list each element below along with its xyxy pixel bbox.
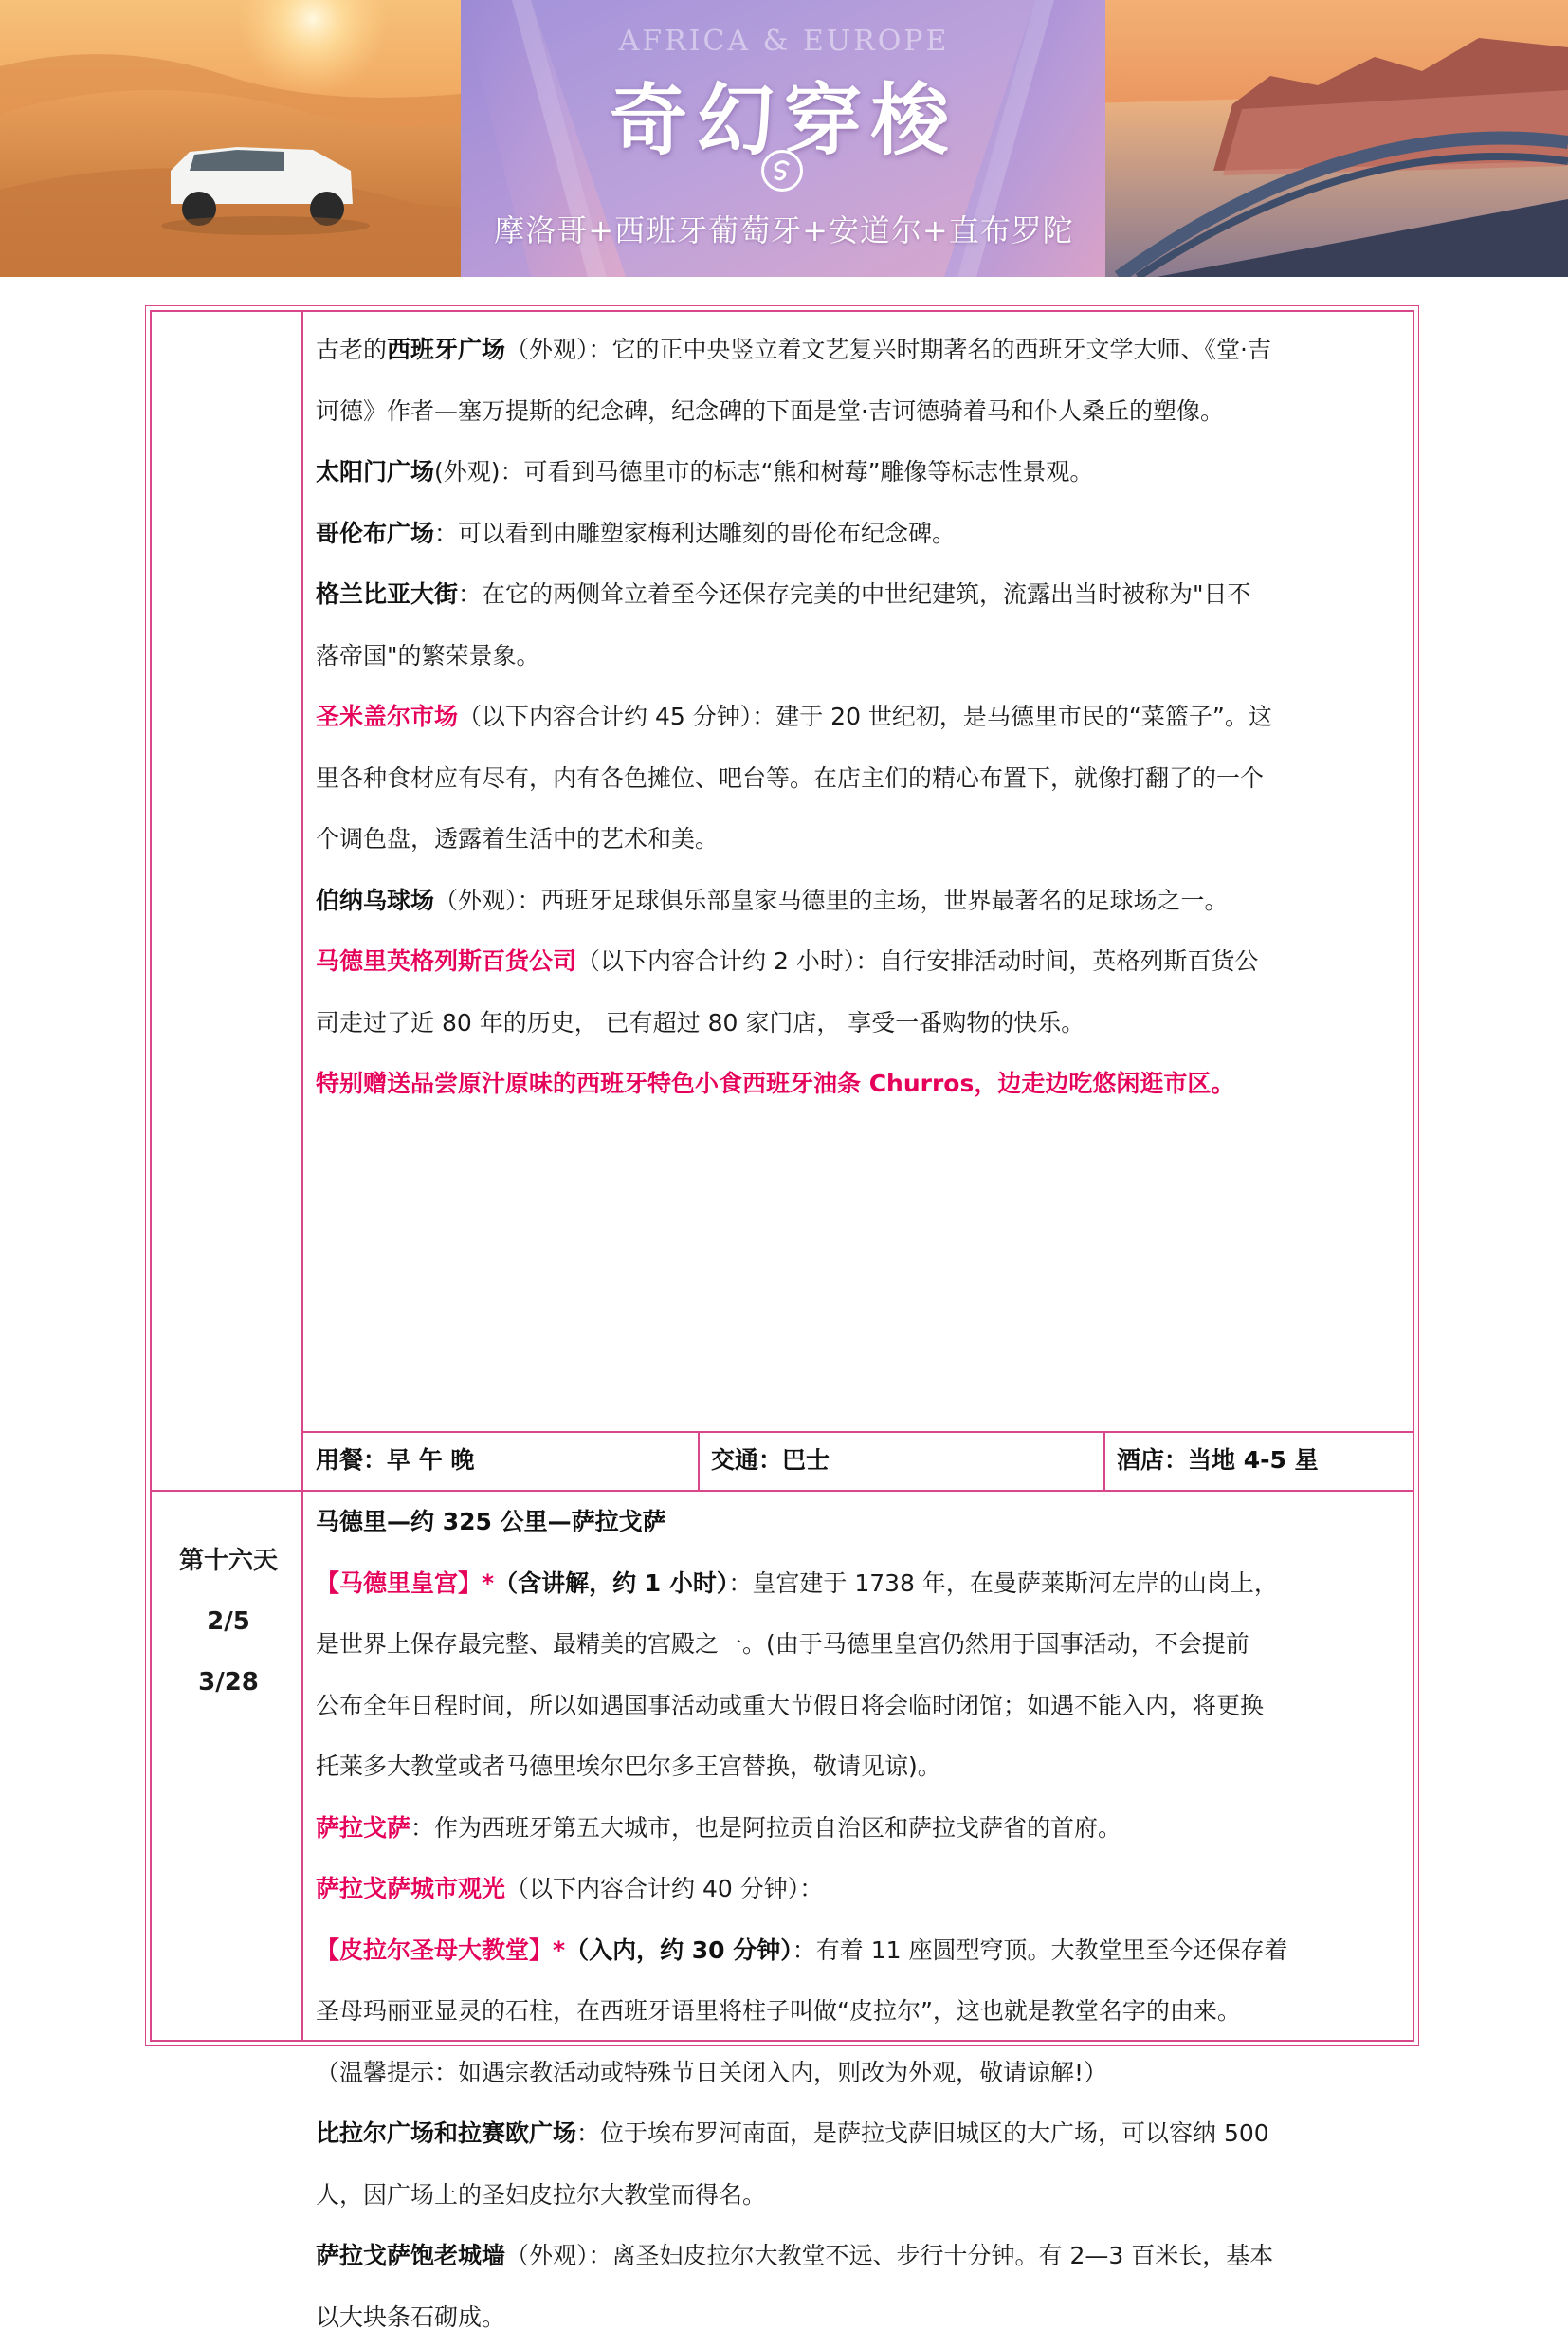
paragraph-line xyxy=(316,2165,1415,2227)
paragraph-line xyxy=(316,2103,1415,2165)
highlighted-text: （含讲解，约 1 小时） xyxy=(494,1569,728,1597)
day16-label-cell xyxy=(154,1531,303,1713)
body-text: （以下内容合计约 40 分钟）： xyxy=(505,1875,823,1902)
body-text: 里各种食材应有尽有，内有各色摊位、吧台等。在店主们的精心布置下，就像打翻了的一个 xyxy=(316,764,1264,792)
hotel-info: 酒店：当地 4-5 星 xyxy=(1117,1431,1319,1490)
brand-logo-icon xyxy=(761,150,803,192)
paragraph-line xyxy=(316,381,1415,443)
meals-info: 用餐：早 午 晚 xyxy=(316,1431,474,1490)
body-text: 以大块条石砌成。 xyxy=(316,2303,505,2331)
header-banner xyxy=(0,0,1568,277)
banner-title: 奇幻穿梭 xyxy=(0,59,1568,170)
paragraph-line xyxy=(316,626,1415,688)
day16-description xyxy=(316,1492,1415,2348)
highlighted-text: 萨拉戈萨饱老城墙 xyxy=(316,2242,505,2269)
body-text: 人，因广场上的圣妇皮拉尔大教堂而得名。 xyxy=(316,2181,766,2209)
paragraph-line xyxy=(316,1054,1415,1115)
highlighted-text: 哥伦布广场 xyxy=(316,520,434,547)
highlighted-text: 伯纳乌球场 xyxy=(316,887,434,914)
body-text: ：可以看到由雕塑家梅利达雕刻的哥伦布纪念碑。 xyxy=(434,520,956,547)
paragraph-line xyxy=(316,931,1415,993)
paragraph-line xyxy=(316,320,1415,381)
paragraph-line xyxy=(316,2043,1415,2104)
paragraph-line xyxy=(316,1614,1415,1676)
body-text: （以下内容合计约 45 分钟）：建于 20 世纪初，是马德里市民的“菜篮子”。这 xyxy=(458,703,1272,730)
body-text: 公布全年日程时间，所以如遇国事活动或重大节假日将会临时闭馆；如遇不能入内，将更换 xyxy=(316,1692,1264,1719)
body-text: (外观)：可看到马德里市的标志“熊和树莓”雕像等标志性景观。 xyxy=(434,458,1093,486)
highlighted-text: 马德里—约 325 公里—萨拉戈萨 xyxy=(316,1508,666,1535)
highlighted-text: 特别赠送品尝原汁原味的西班牙特色小食西班牙油条 Churros，边走边吃悠闲逛市区。 xyxy=(316,1070,1234,1097)
paragraph-line xyxy=(316,871,1415,932)
highlighted-text: 萨拉戈萨城市观光 xyxy=(316,1875,505,1902)
highlighted-text: 【皮拉尔圣母大教堂】* xyxy=(316,1936,565,1964)
paragraph-line xyxy=(316,2226,1415,2287)
body-text: （温馨提示：如遇宗教活动或特殊节日关闭入内，则改为外观，敬请谅解!） xyxy=(316,2059,1107,2086)
highlighted-text: 圣米盖尔市场 xyxy=(316,703,458,730)
day15-service-row xyxy=(152,1431,1413,1490)
body-text: 司走过了近 80 年的历史， 已有超过 80 家门店， 享受一番购物的快乐。 xyxy=(316,1009,1085,1036)
body-text: ：位于埃布罗河南面，是萨拉戈萨旧城区的大广场，可以容纳 500 xyxy=(576,2119,1269,2147)
body-text: （外观）：离圣妇皮拉尔大教堂不远、步行十分钟。有 2—3 百米长，基本 xyxy=(505,2242,1273,2269)
body-text: ：在它的两侧耸立着至今还保存完美的中世纪建筑，流露出当时被称为"日不 xyxy=(458,580,1251,608)
banner-route: 摩洛哥+西班牙葡萄牙+安道尔+直布罗陀 xyxy=(0,207,1568,250)
paragraph-line xyxy=(316,1798,1415,1860)
highlighted-text: 比拉尔广场和拉赛欧广场 xyxy=(316,2119,576,2147)
highlighted-text: 格兰比亚大街 xyxy=(316,580,458,608)
paragraph-line xyxy=(316,687,1415,748)
day-column-divider xyxy=(301,312,303,2040)
body-text: ：作为西班牙第五大城市，也是阿拉贡自治区和萨拉戈萨省的首府。 xyxy=(410,1814,1121,1842)
highlighted-text: 马德里英格列斯百货公司 xyxy=(316,947,576,975)
body-text: （以下内容合计约 2 小时）：自行安排活动时间，英格列斯百货公 xyxy=(576,947,1258,975)
body-text: ：皇宫建于 1738 年，在曼萨莱斯河左岸的山岗上， xyxy=(728,1569,1278,1597)
body-text: 落帝国"的繁荣景象。 xyxy=(316,642,540,670)
paragraph-line xyxy=(316,2287,1415,2348)
paragraph-line xyxy=(316,1859,1415,1920)
paragraph-line xyxy=(316,504,1415,565)
body-text: （外观）：它的正中央竖立着文艺复兴时期著名的西班牙文学大师、《堂·吉 xyxy=(505,336,1271,363)
day15-description xyxy=(316,320,1415,1115)
body-text: 是世界上保存最完整、最精美的宫殿之一。(由于马德里皇宫仍然用于国事活动，不会提前 xyxy=(316,1630,1249,1658)
transport-info: 交通：巴士 xyxy=(711,1431,830,1490)
day-number: 第十六天 xyxy=(154,1531,303,1591)
paragraph-line xyxy=(316,1492,1415,1553)
paragraph-line xyxy=(316,1736,1415,1798)
paragraph-line xyxy=(316,564,1415,626)
body-text: 圣母玛丽亚显灵的石柱，在西班牙语里将柱子叫做“皮拉尔”，这也就是教堂名字的由来。 xyxy=(316,1997,1241,2025)
highlighted-text: （入内，约 30 分钟） xyxy=(565,1936,793,1964)
highlighted-text: 西班牙广场 xyxy=(387,336,505,363)
body-text: 诃德》作者—塞万提斯的纪念碑，纪念碑的下面是堂·吉诃德骑着马和仆人桑丘的塑像。 xyxy=(316,397,1224,425)
paragraph-line xyxy=(316,748,1415,810)
highlighted-text: 萨拉戈萨 xyxy=(316,1814,410,1842)
paragraph-line xyxy=(316,993,1415,1055)
paragraph-line xyxy=(316,442,1415,504)
body-text: 托莱多大教堂或者马德里埃尔巴尔多王宫替换，敬请见谅)。 xyxy=(316,1752,941,1780)
paragraph-line xyxy=(316,1981,1415,2043)
departure-date-1: 2/5 xyxy=(154,1591,303,1652)
itinerary-table xyxy=(145,305,1419,2046)
banner-english-subtitle: AFRICA & EUROPE xyxy=(0,25,1568,58)
body-text: （外观）：西班牙足球俱乐部皇家马德里的主场，世界最著名的足球场之一。 xyxy=(434,887,1229,914)
departure-date-2: 3/28 xyxy=(154,1652,303,1713)
highlighted-text: 【马德里皇宫】* xyxy=(316,1569,494,1597)
itinerary-table-inner xyxy=(150,310,1414,2042)
paragraph-line xyxy=(316,809,1415,871)
body-text: ：有着 11 座圆型穹顶。大教堂里至今还保存着 xyxy=(793,1936,1288,1964)
body-text: 古老的 xyxy=(316,336,387,363)
paragraph-line xyxy=(316,1553,1415,1615)
highlighted-text: 太阳门广场 xyxy=(316,458,434,486)
body-text: 个调色盘，透露着生活中的艺术和美。 xyxy=(316,825,719,853)
paragraph-line xyxy=(316,1676,1415,1737)
paragraph-line xyxy=(316,1920,1415,1982)
